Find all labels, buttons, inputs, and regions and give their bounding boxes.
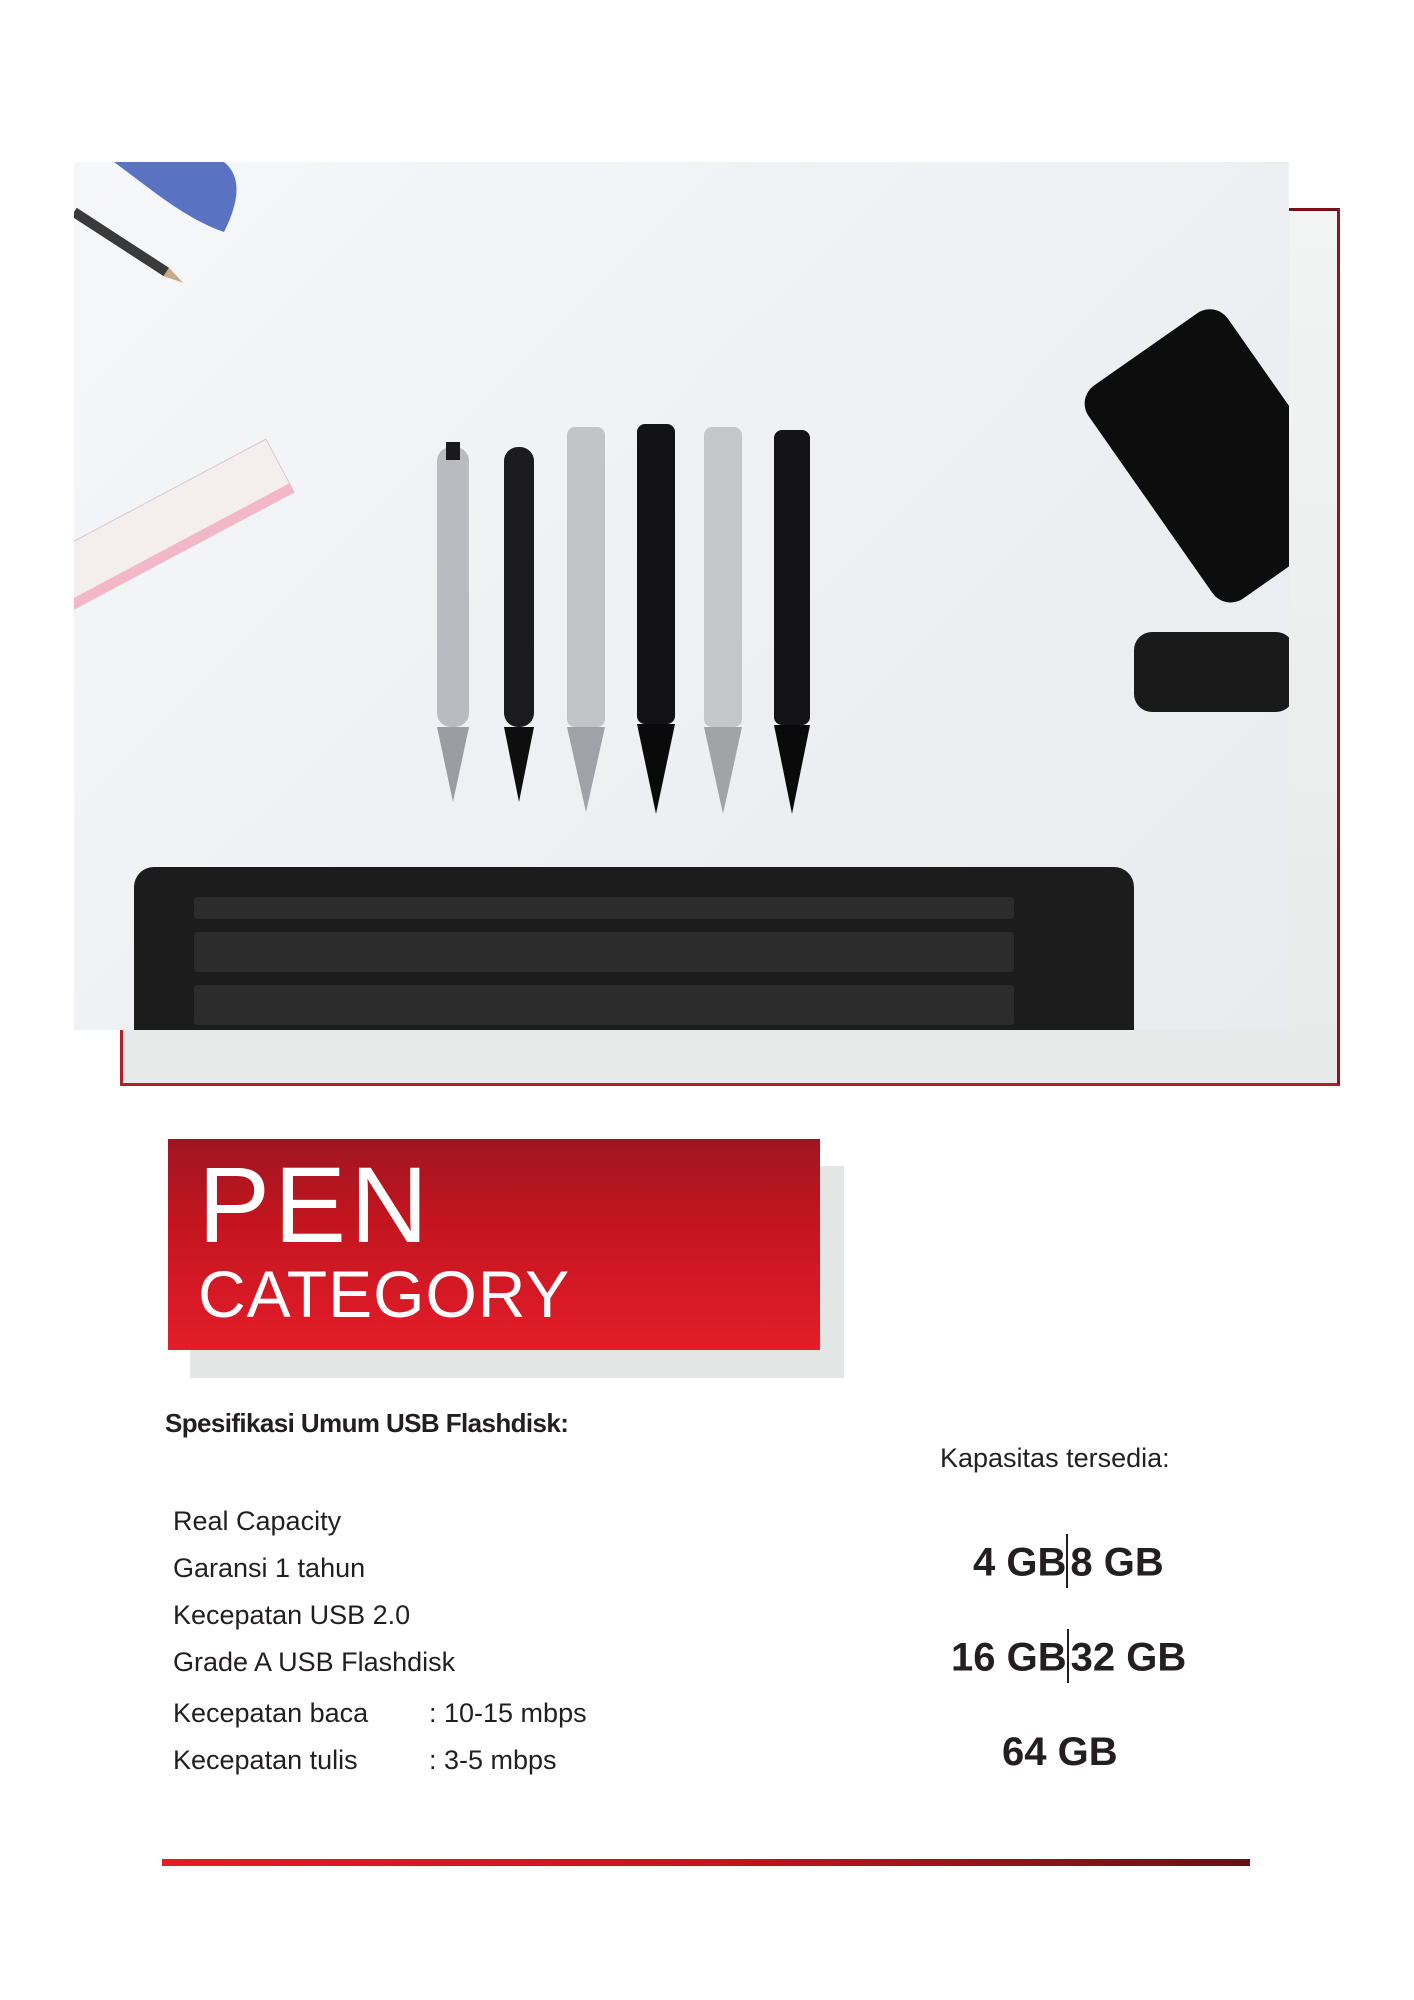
speed-table [173, 1690, 587, 1784]
capacity-divider [1066, 1534, 1068, 1588]
capacity-option: 64 GB [1002, 1730, 1118, 1774]
spec-heading: Spesifikasi Umum USB Flashdisk: [165, 1408, 569, 1438]
capacity-row [1002, 1730, 1118, 1775]
capacity-option: 8 GB [1070, 1540, 1164, 1585]
speed-label: Kecepatan baca [173, 1698, 369, 1728]
speed-value: : 3-5 mbps [429, 1745, 557, 1775]
spec-item: Grade A USB Flashdisk [173, 1647, 456, 1677]
spec-list [173, 1498, 455, 1686]
bottom-rule [162, 1859, 1250, 1866]
capacity-divider [1067, 1629, 1069, 1683]
spec-item: Kecepatan USB 2.0 [173, 1600, 411, 1630]
title-line-2: CATEGORY [198, 1257, 571, 1331]
spec-item: Garansi 1 tahun [173, 1553, 366, 1583]
product-photo [74, 162, 1289, 1030]
capacity-row [951, 1633, 1186, 1687]
speed-row [173, 1737, 587, 1784]
speed-row [173, 1690, 587, 1737]
speed-label: Kecepatan tulis [173, 1745, 358, 1775]
spec-item: Real Capacity [173, 1506, 342, 1536]
capacity-row [973, 1538, 1164, 1592]
title-banner [168, 1139, 820, 1350]
product-photo-illustration [74, 162, 1289, 1030]
title-line-1: PEN [198, 1144, 433, 1265]
capacity-option: 4 GB [973, 1540, 1067, 1585]
speed-value: : 10-15 mbps [429, 1698, 587, 1728]
capacity-option: 16 GB [951, 1635, 1067, 1680]
capacity-heading: Kapasitas tersedia: [940, 1443, 1170, 1473]
capacity-option: 32 GB [1070, 1635, 1187, 1680]
